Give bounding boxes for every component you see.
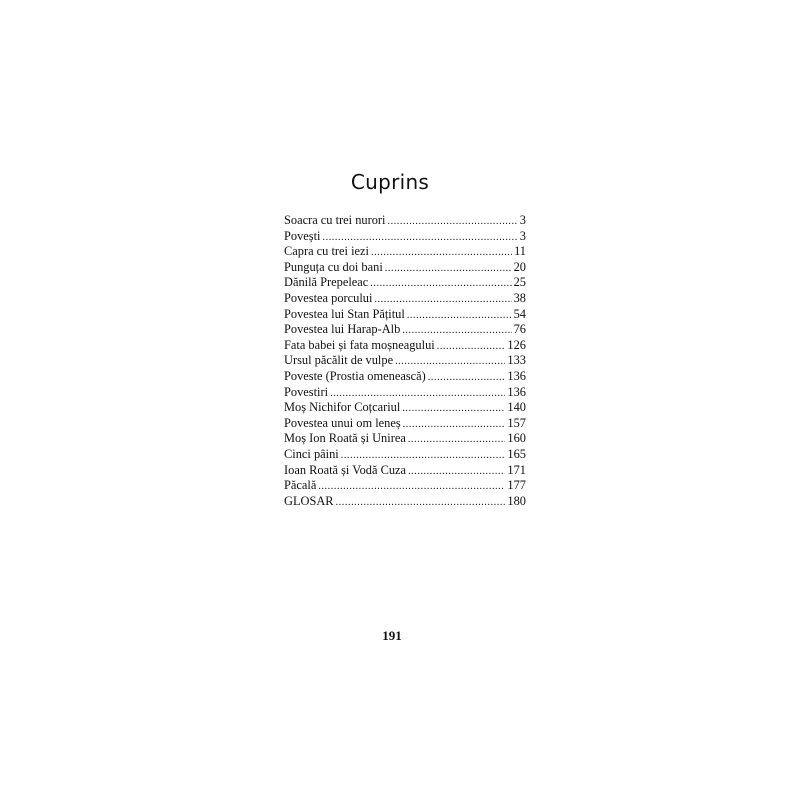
- toc-entry-title: Povestiri: [284, 384, 329, 399]
- toc-entry-page: 165: [507, 446, 526, 461]
- toc-leader-dots: [408, 432, 506, 447]
- toc-entry: [284, 307, 526, 323]
- toc-leader-dots: [330, 386, 505, 401]
- toc-entry-title: Povești: [284, 228, 321, 243]
- toc-leader-dots: [407, 308, 512, 323]
- toc-leader-dots: [402, 323, 511, 338]
- toc-entry-title: Povestea lui Stan Pățitul: [284, 306, 405, 321]
- toc-leader-dots: [437, 339, 506, 354]
- toc-entry-page: 180: [507, 493, 526, 508]
- toc-entry-page: 157: [507, 415, 526, 430]
- page-number: 191: [382, 628, 402, 643]
- toc-entry-page: 3: [519, 228, 526, 243]
- toc-entry: [284, 385, 526, 401]
- toc-leader-dots: [370, 276, 511, 291]
- toc-leader-dots: [395, 354, 505, 369]
- toc-entry-title: Povestea lui Harap-Alb: [284, 322, 401, 337]
- toc-entry-title: Poveste (Prostia omenească): [284, 368, 426, 383]
- toc-entry-page: 3: [519, 213, 526, 227]
- toc-entry-title: Ioan Roată și Vodă Cuza: [284, 462, 407, 477]
- toc-leader-dots: [428, 370, 506, 385]
- toc-entry-page: 126: [507, 337, 526, 352]
- toc-leader-dots: [408, 464, 505, 479]
- toc-entry-page: 140: [507, 400, 526, 415]
- toc-leader-dots: [371, 245, 512, 260]
- toc-entry-title: Moș Nichifor Coțcariul: [284, 400, 401, 415]
- toc-entry-page: 25: [513, 275, 526, 290]
- toc-entry-page: 136: [507, 368, 526, 383]
- toc-entry-page: 38: [513, 290, 526, 305]
- toc-leader-dots: [402, 401, 505, 416]
- toc-entry: [284, 447, 526, 463]
- toc-entry: [284, 353, 526, 369]
- toc-entry-title: Povestea unui om leneș: [284, 415, 401, 430]
- toc-leader-dots: [336, 495, 506, 510]
- toc-leader-dots: [388, 214, 518, 229]
- toc-leader-dots: [374, 292, 511, 307]
- table-of-contents: [284, 213, 526, 509]
- toc-leader-dots: [318, 479, 505, 494]
- toc-entry-title: Cinci pâini: [284, 446, 339, 461]
- toc-entry: [284, 478, 526, 494]
- toc-entry-title: Ursul păcălit de vulpe: [284, 353, 394, 368]
- toc-entry-title: Soacra cu trei nurori: [284, 213, 386, 227]
- toc-entry: [284, 494, 526, 510]
- toc-entry: [284, 260, 526, 276]
- toc-entry-title: GLOSAR: [284, 493, 334, 508]
- toc-entry: [284, 416, 526, 432]
- toc-entry-title: Povestea porcului: [284, 290, 373, 305]
- toc-entry: [284, 400, 526, 416]
- toc-entry: [284, 338, 526, 354]
- toc-entry-page: 20: [513, 259, 526, 274]
- toc-entry-page: 177: [507, 478, 526, 493]
- toc-entry: [284, 291, 526, 307]
- toc-entry-title: Capra cu trei iezi: [284, 244, 369, 259]
- toc-entry-title: Moș Ion Roată și Unirea: [284, 431, 406, 446]
- toc-entry: [284, 431, 526, 447]
- toc-entry-title: Fata babei și fata moșneagului: [284, 337, 435, 352]
- toc-entry-page: 54: [513, 306, 526, 321]
- toc-entry: [284, 322, 526, 338]
- toc-entry: [284, 229, 526, 245]
- toc-leader-dots: [385, 261, 512, 276]
- toc-entry-page: 76: [513, 322, 526, 337]
- toc-entry: [284, 275, 526, 291]
- toc-entry: [284, 244, 526, 260]
- toc-entry-page: 11: [514, 244, 526, 259]
- toc-entry: [284, 369, 526, 385]
- toc-leader-dots: [323, 230, 518, 245]
- toc-entry-title: Păcală: [284, 478, 317, 493]
- toc-entry-page: 160: [507, 431, 526, 446]
- toc-entry-page: 171: [507, 462, 526, 477]
- toc-leader-dots: [403, 417, 506, 432]
- page-title: Cuprins: [350, 170, 430, 194]
- toc-entry-title: Punguța cu doi bani: [284, 259, 383, 274]
- toc-entry-title: Dănilă Prepeleac: [284, 275, 369, 290]
- toc-entry-page: 133: [507, 353, 526, 368]
- toc-entry-page: 136: [507, 384, 526, 399]
- toc-entry: [284, 213, 526, 229]
- toc-entry: [284, 463, 526, 479]
- toc-leader-dots: [341, 448, 506, 463]
